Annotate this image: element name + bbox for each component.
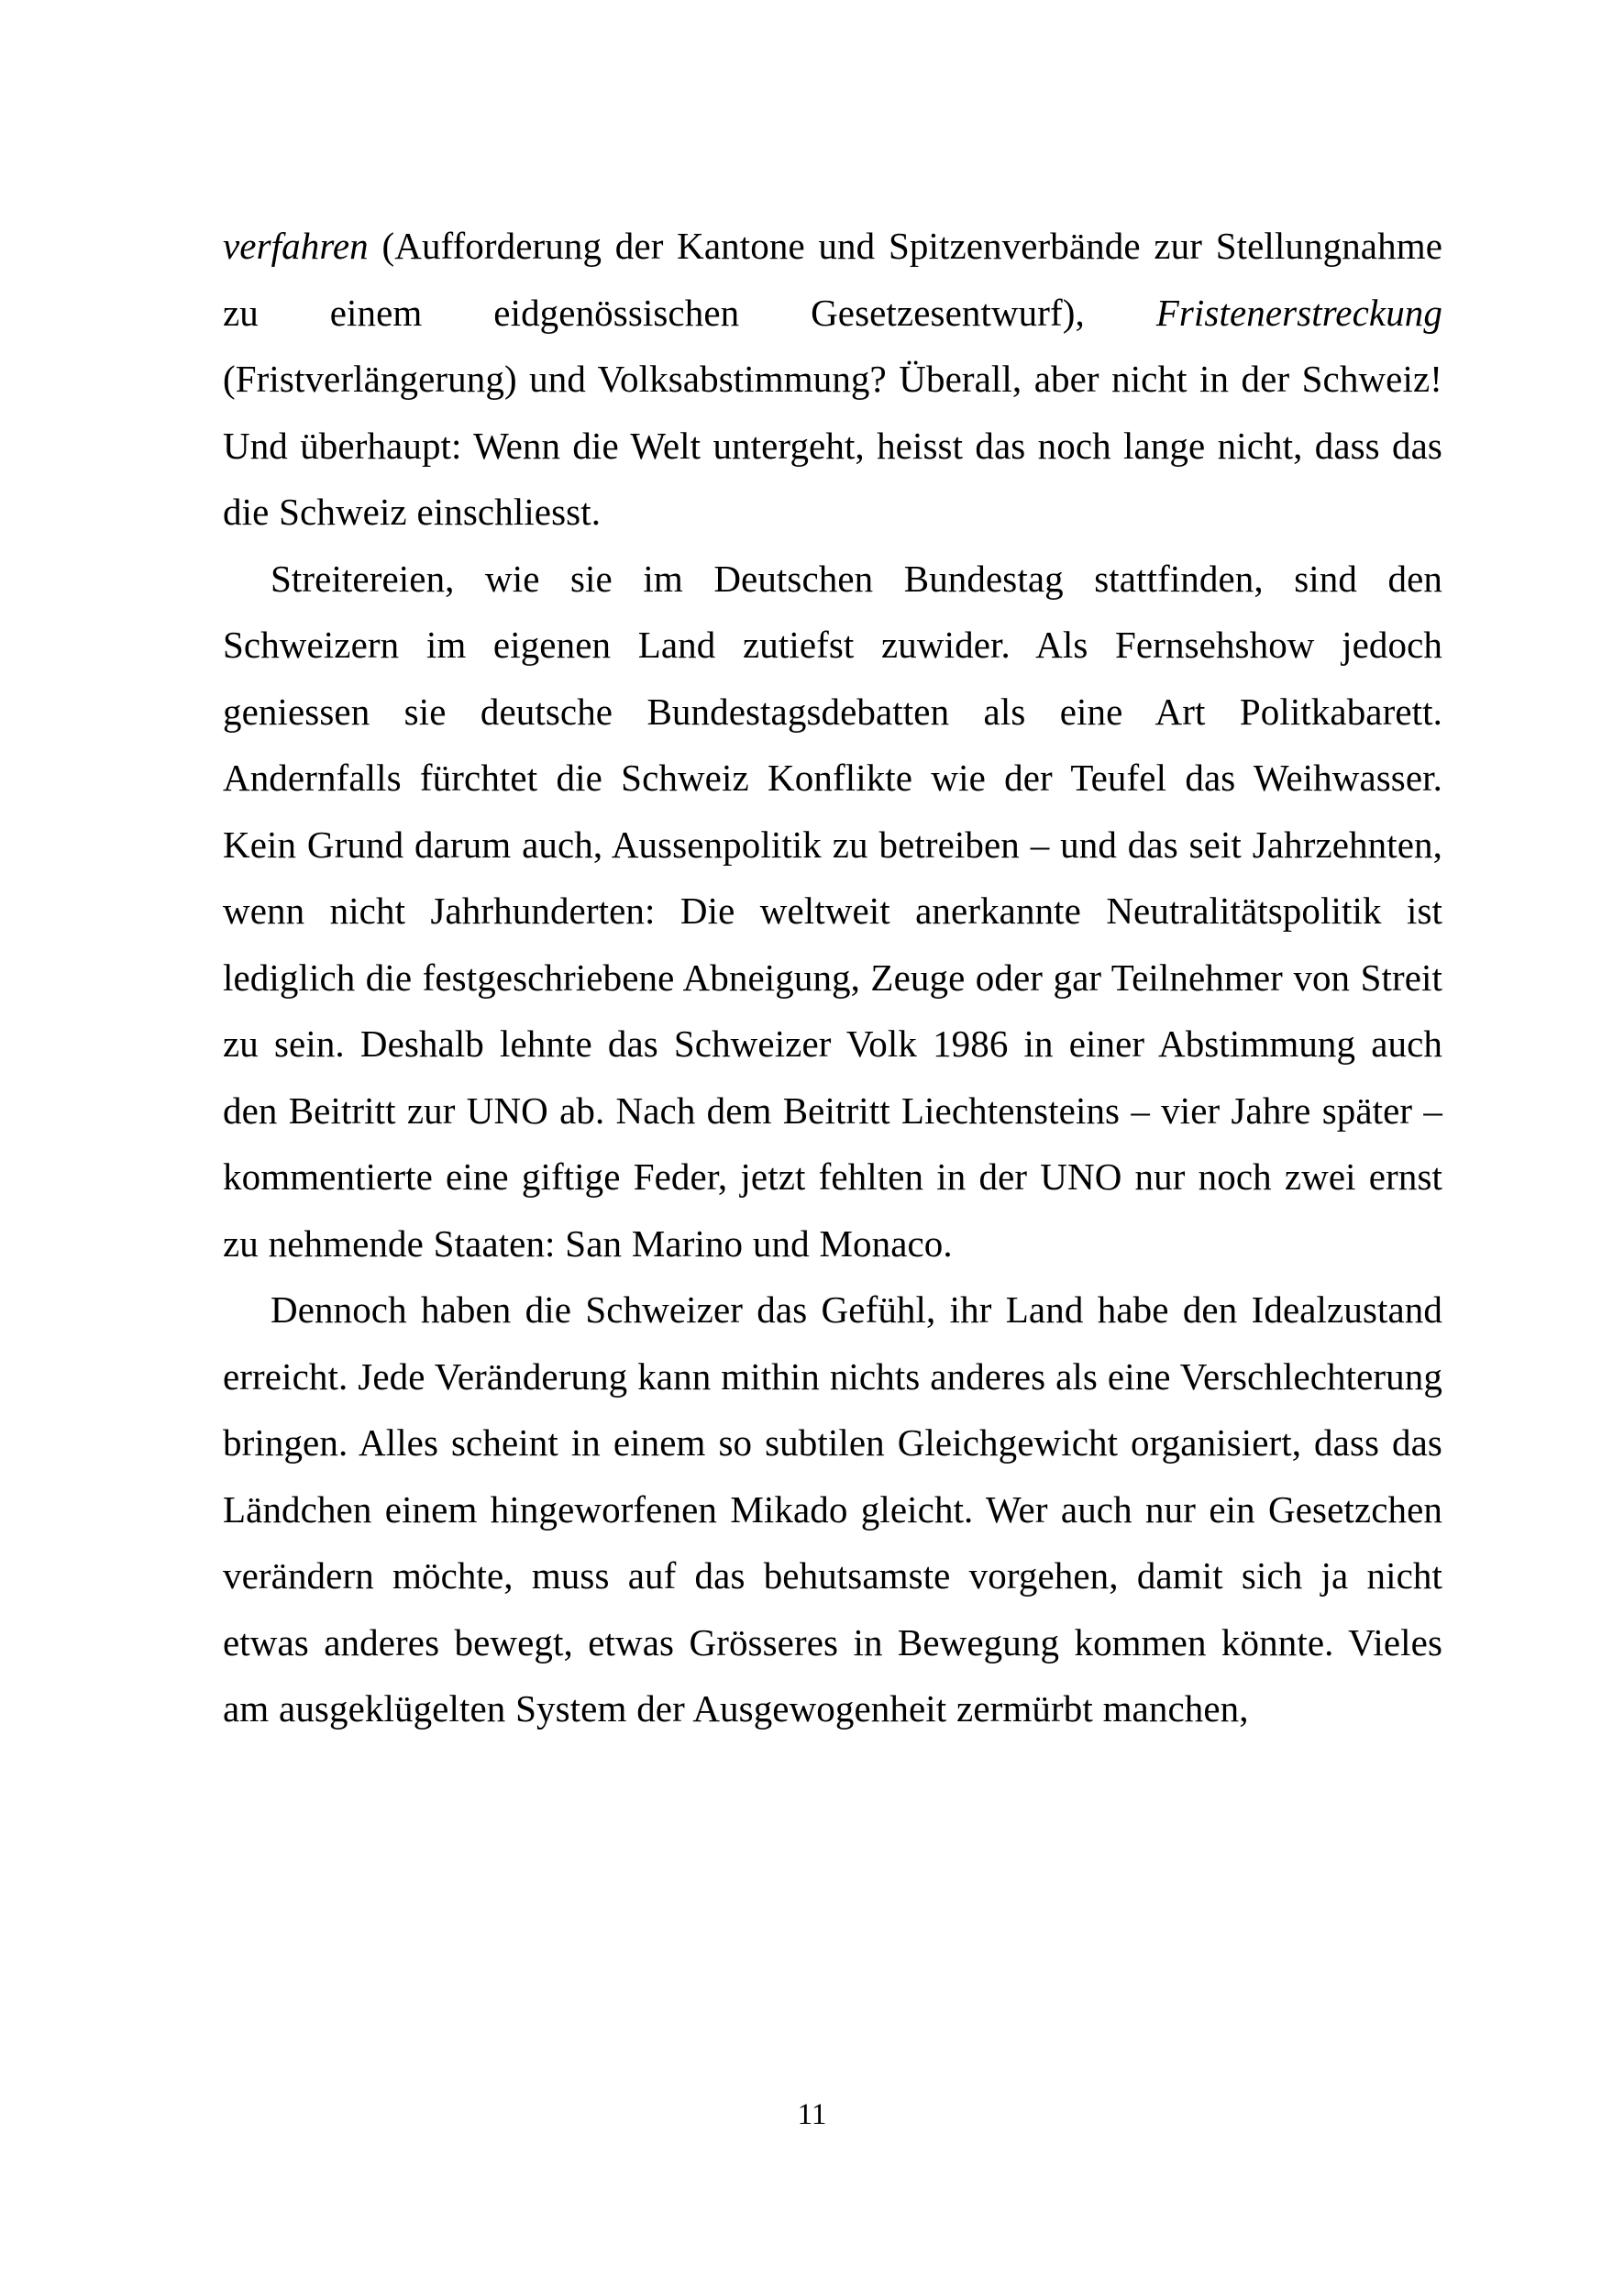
italic-term-verfahren: verfahren <box>223 225 369 267</box>
body-text-column <box>223 213 1442 1742</box>
paragraph-1 <box>223 213 1442 546</box>
paragraph-1-tail: (Fristverlängerung) und Volksabstimmung? Überall, aber nicht in der Schweiz! Und überhaupt: Wenn die Welt untergeht, heisst das noch lange nicht, dass das die Schweiz einschliesst. <box>223 358 1442 533</box>
italic-term-fristenerstreckung: Fristenerstreckung <box>1155 291 1442 334</box>
page-number: 11 <box>797 2098 827 2131</box>
paragraph-1-body: (Aufforderung der Kantone und Spitzenverbände zur Stellungnahme zu einem eidgenössischen Gesetzesentwurf), <box>223 225 1442 334</box>
paragraph-2: Streitereien, wie sie im Deutschen Bundestag stattfinden, sind den Schweizern im eigenen Land zutiefst zuwider. Als Fernsehshow jedoch geniessen sie deutsche Bundestagsdebatten als eine Art Politkabarett. Andernfalls fürchtet die Schweiz Konflikte wie der Teufel das Weihwasser. Kein Grund darum auch, Aussenpolitik zu betreiben – und das seit Jahrzehnten, wenn nicht Jahrhunderten: Die weltweit anerkannte Neutralitätspolitik ist lediglich die festgeschriebene Abneigung, Zeuge oder gar Teilnehmer von Streit zu sein. Deshalb lehnte das Schweizer Volk 1986 in einer Abstimmung auch den Beitritt zur UNO ab. Nach dem Beitritt Liechtensteins – vier Jahre später – kommentierte eine giftige Feder, jetzt fehlten in der UNO nur noch zwei ernst zu nehmende Staaten: San Marino und Monaco. <box>223 557 1442 1265</box>
paragraph-3: Dennoch haben die Schweizer das Gefühl, ihr Land habe den Idealzustand erreicht. Jede Veränderung kann mithin nichts anderes als eine Verschlechterung bringen. Alles scheint in einem so subtilen Gleichgewicht organisiert, dass das Ländchen einem hingeworfenen Mikado gleicht. Wer auch nur ein Gesetzchen verändern möchte, muss auf das behutsamste vorgehen, damit sich ja nicht etwas anderes bewegt, etwas Grösseres in Bewegung kommen könnte. Vieles am ausgeklügelten System der Ausgewogenheit zermürbt manchen, <box>223 1288 1442 1730</box>
